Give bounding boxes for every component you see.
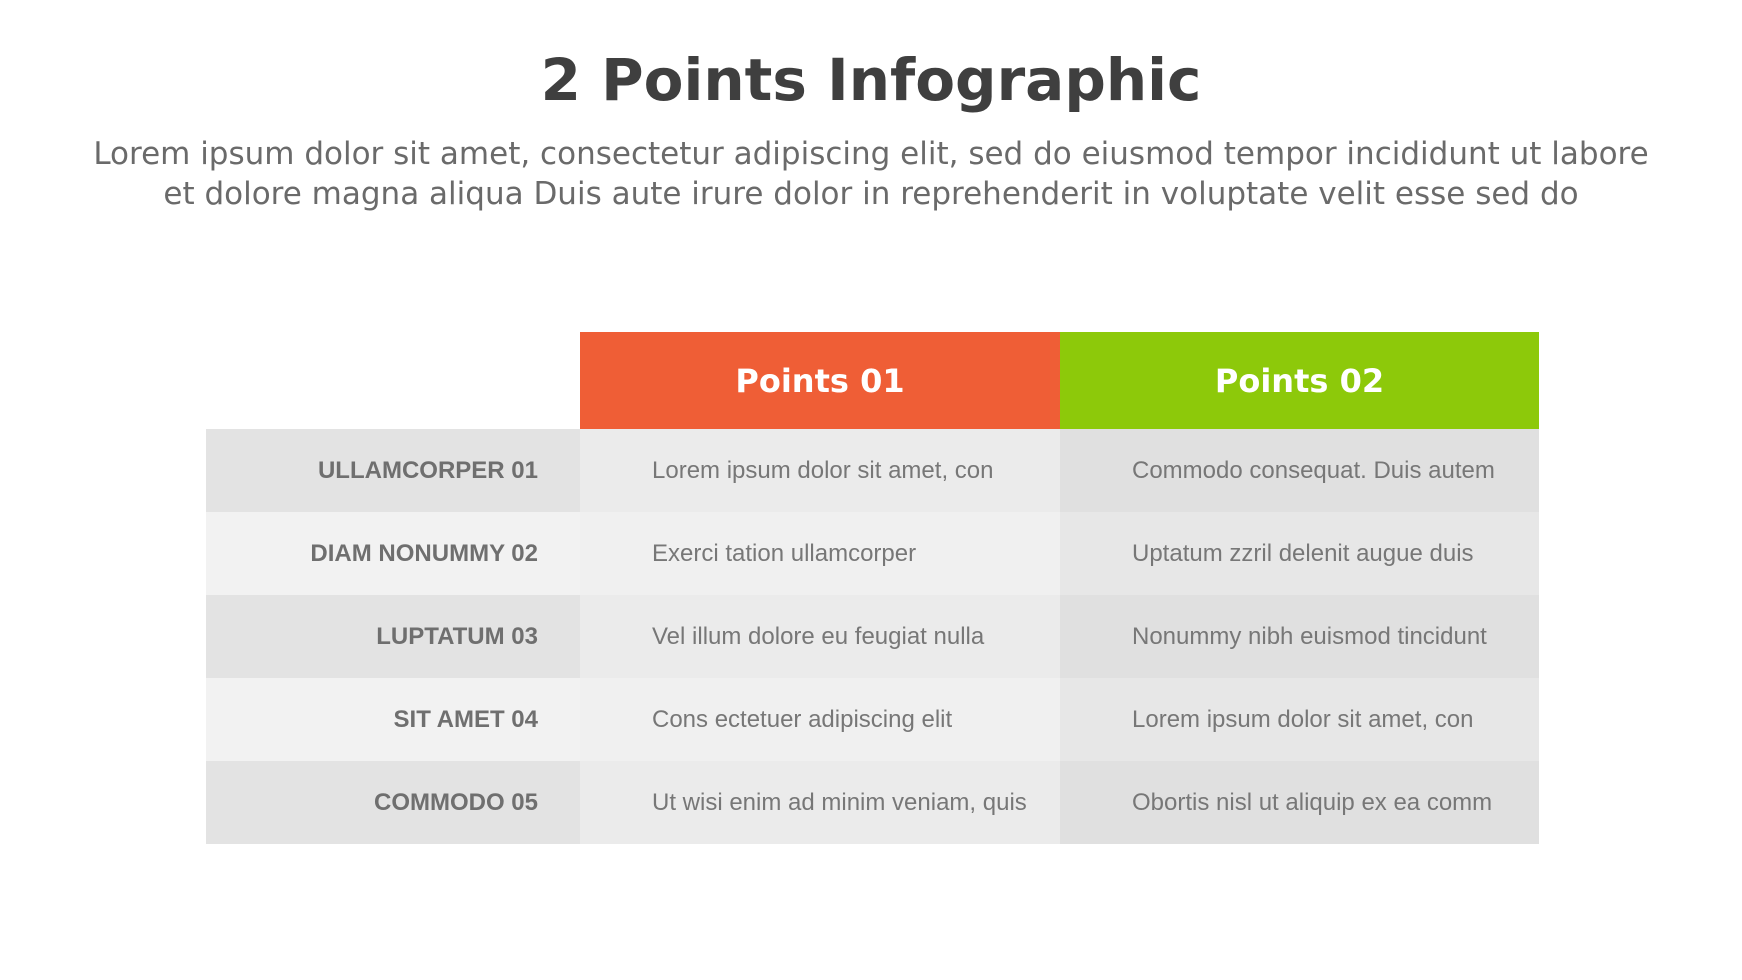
header-points-02: Points 02 (1060, 332, 1539, 429)
row-label: ULLAMCORPER 01 (206, 429, 580, 512)
points-02-cell: Obortis nisl ut aliquip ex ea comm (1060, 761, 1539, 844)
points-01-cell: Exerci tation ullamcorper (580, 512, 1060, 595)
points-01-cell: Cons ectetuer adipiscing elit (580, 678, 1060, 761)
row-label: DIAM NONUMMY 02 (206, 512, 580, 595)
header-points-01: Points 01 (580, 332, 1060, 429)
table-row (206, 512, 1539, 595)
table-row (206, 429, 1539, 512)
row-label: LUPTATUM 03 (206, 595, 580, 678)
page-subtitle (60, 134, 1682, 214)
points-01-cell: Lorem ipsum dolor sit amet, con (580, 429, 1060, 512)
points-02-cell: Lorem ipsum dolor sit amet, con (1060, 678, 1539, 761)
subtitle-line-2: et dolore magna aliqua Duis aute irure dolor in reprehenderit in voluptate velit esse sed do (163, 176, 1579, 212)
points-02-cell: Uptatum zzril delenit augue duis (1060, 512, 1539, 595)
row-label: COMMODO 05 (206, 761, 580, 844)
points-02-cell: Nonummy nibh euismod tincidunt (1060, 595, 1539, 678)
points-02-cell: Commodo consequat. Duis autem (1060, 429, 1539, 512)
page-title: 2 Points Infographic (540, 46, 1202, 114)
subtitle-line-1: Lorem ipsum dolor sit amet, consectetur adipiscing elit, sed do eiusmod tempor incididunt ut labore (93, 136, 1649, 172)
table-row (206, 678, 1539, 761)
points-01-cell: Ut wisi enim ad minim veniam, quis (580, 761, 1060, 844)
comparison-table (206, 332, 1539, 842)
row-label: SIT AMET 04 (206, 678, 580, 761)
table-row (206, 595, 1539, 678)
table-row (206, 761, 1539, 844)
points-01-cell: Vel illum dolore eu feugiat nulla (580, 595, 1060, 678)
